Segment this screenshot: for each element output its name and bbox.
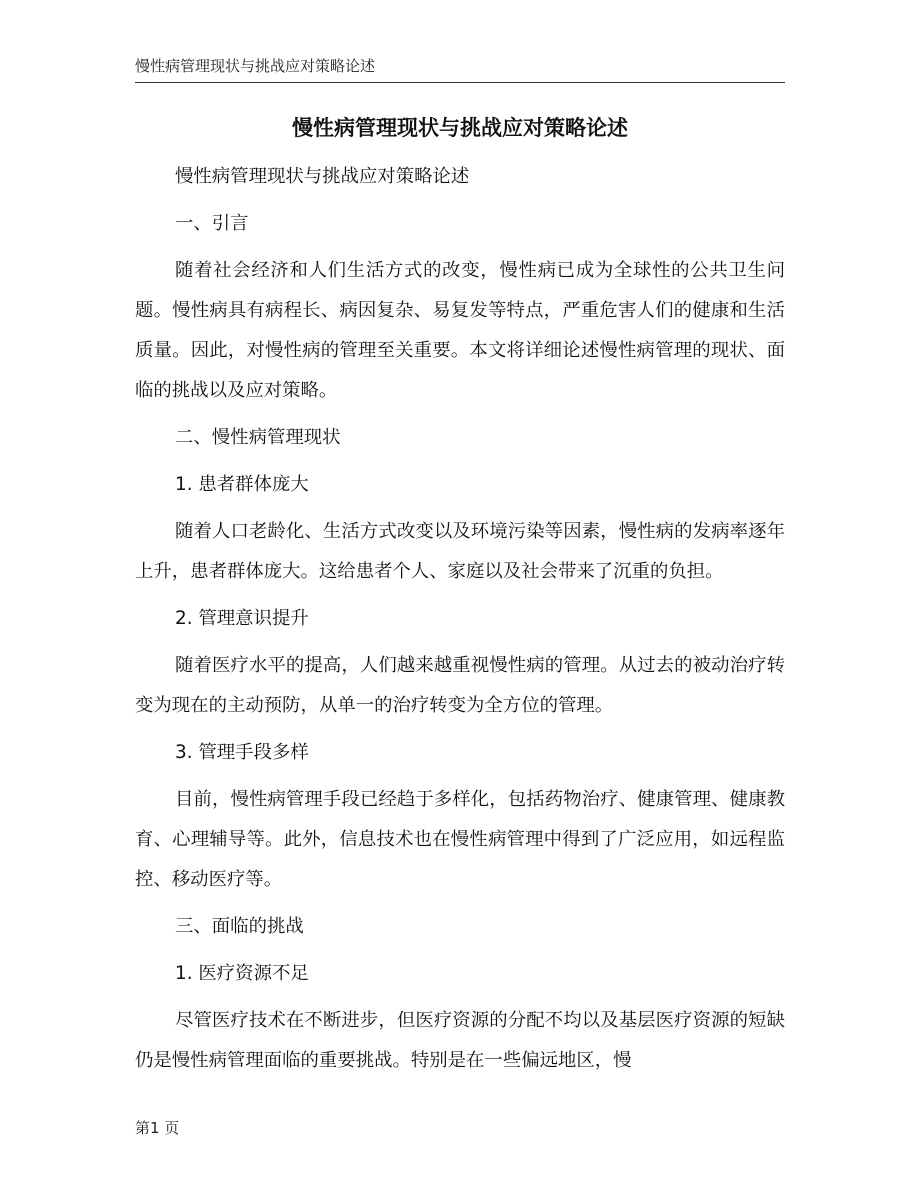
subheading: 3. 管理手段多样 [175, 742, 309, 763]
subtitle-paragraph: 慢性病管理现状与挑战应对策略论述 [175, 166, 470, 187]
section-heading-status: 二、慢性病管理现状 [175, 427, 341, 448]
section-heading-challenges: 三、面临的挑战 [175, 916, 304, 937]
page-number: 第1 页 [135, 1119, 180, 1137]
body-paragraph: 随着医疗水平的提高，人们越来越重视慢性病的管理。从过去的被动治疗转变为现在的主动预防，从单一的治疗转变为全方位的管理。 [135, 655, 785, 716]
body-paragraph: 随着社会经济和人们生活方式的改变，慢性病已成为全球性的公共卫生问题。慢性病具有病程长、病因复杂、易复发等特点，严重危害人们的健康和生活质量。因此，对慢性病的管理至关重要。本文将详细论述慢性病管理的现状、面临的挑战以及应对策略。 [135, 260, 785, 401]
document-title: 慢性病管理现状与挑战应对策略论述 [292, 116, 628, 140]
header-divider [135, 82, 785, 83]
document-body [135, 157, 785, 1081]
body-paragraph: 尽管医疗技术在不断进步，但医疗资源的分配不均以及基层医疗资源的短缺仍是慢性病管理面临的重要挑战。特别是在一些偏远地区，慢 [135, 1010, 785, 1071]
section-heading-introduction: 一、引言 [175, 213, 249, 234]
body-paragraph: 目前，慢性病管理手段已经趋于多样化，包括药物治疗、健康管理、健康教育、心理辅导等。此外，信息技术也在慢性病管理中得到了广泛应用，如远程监控、移动医疗等。 [135, 789, 785, 890]
subheading: 2. 管理意识提升 [175, 608, 309, 629]
body-paragraph: 随着人口老龄化、生活方式改变以及环境污染等因素，慢性病的发病率逐年上升，患者群体庞大。这给患者个人、家庭以及社会带来了沉重的负担。 [135, 521, 785, 582]
subheading: 1. 医疗资源不足 [175, 963, 309, 984]
running-header: 慢性病管理现状与挑战应对策略论述 [135, 57, 376, 75]
subheading: 1. 患者群体庞大 [175, 474, 309, 495]
